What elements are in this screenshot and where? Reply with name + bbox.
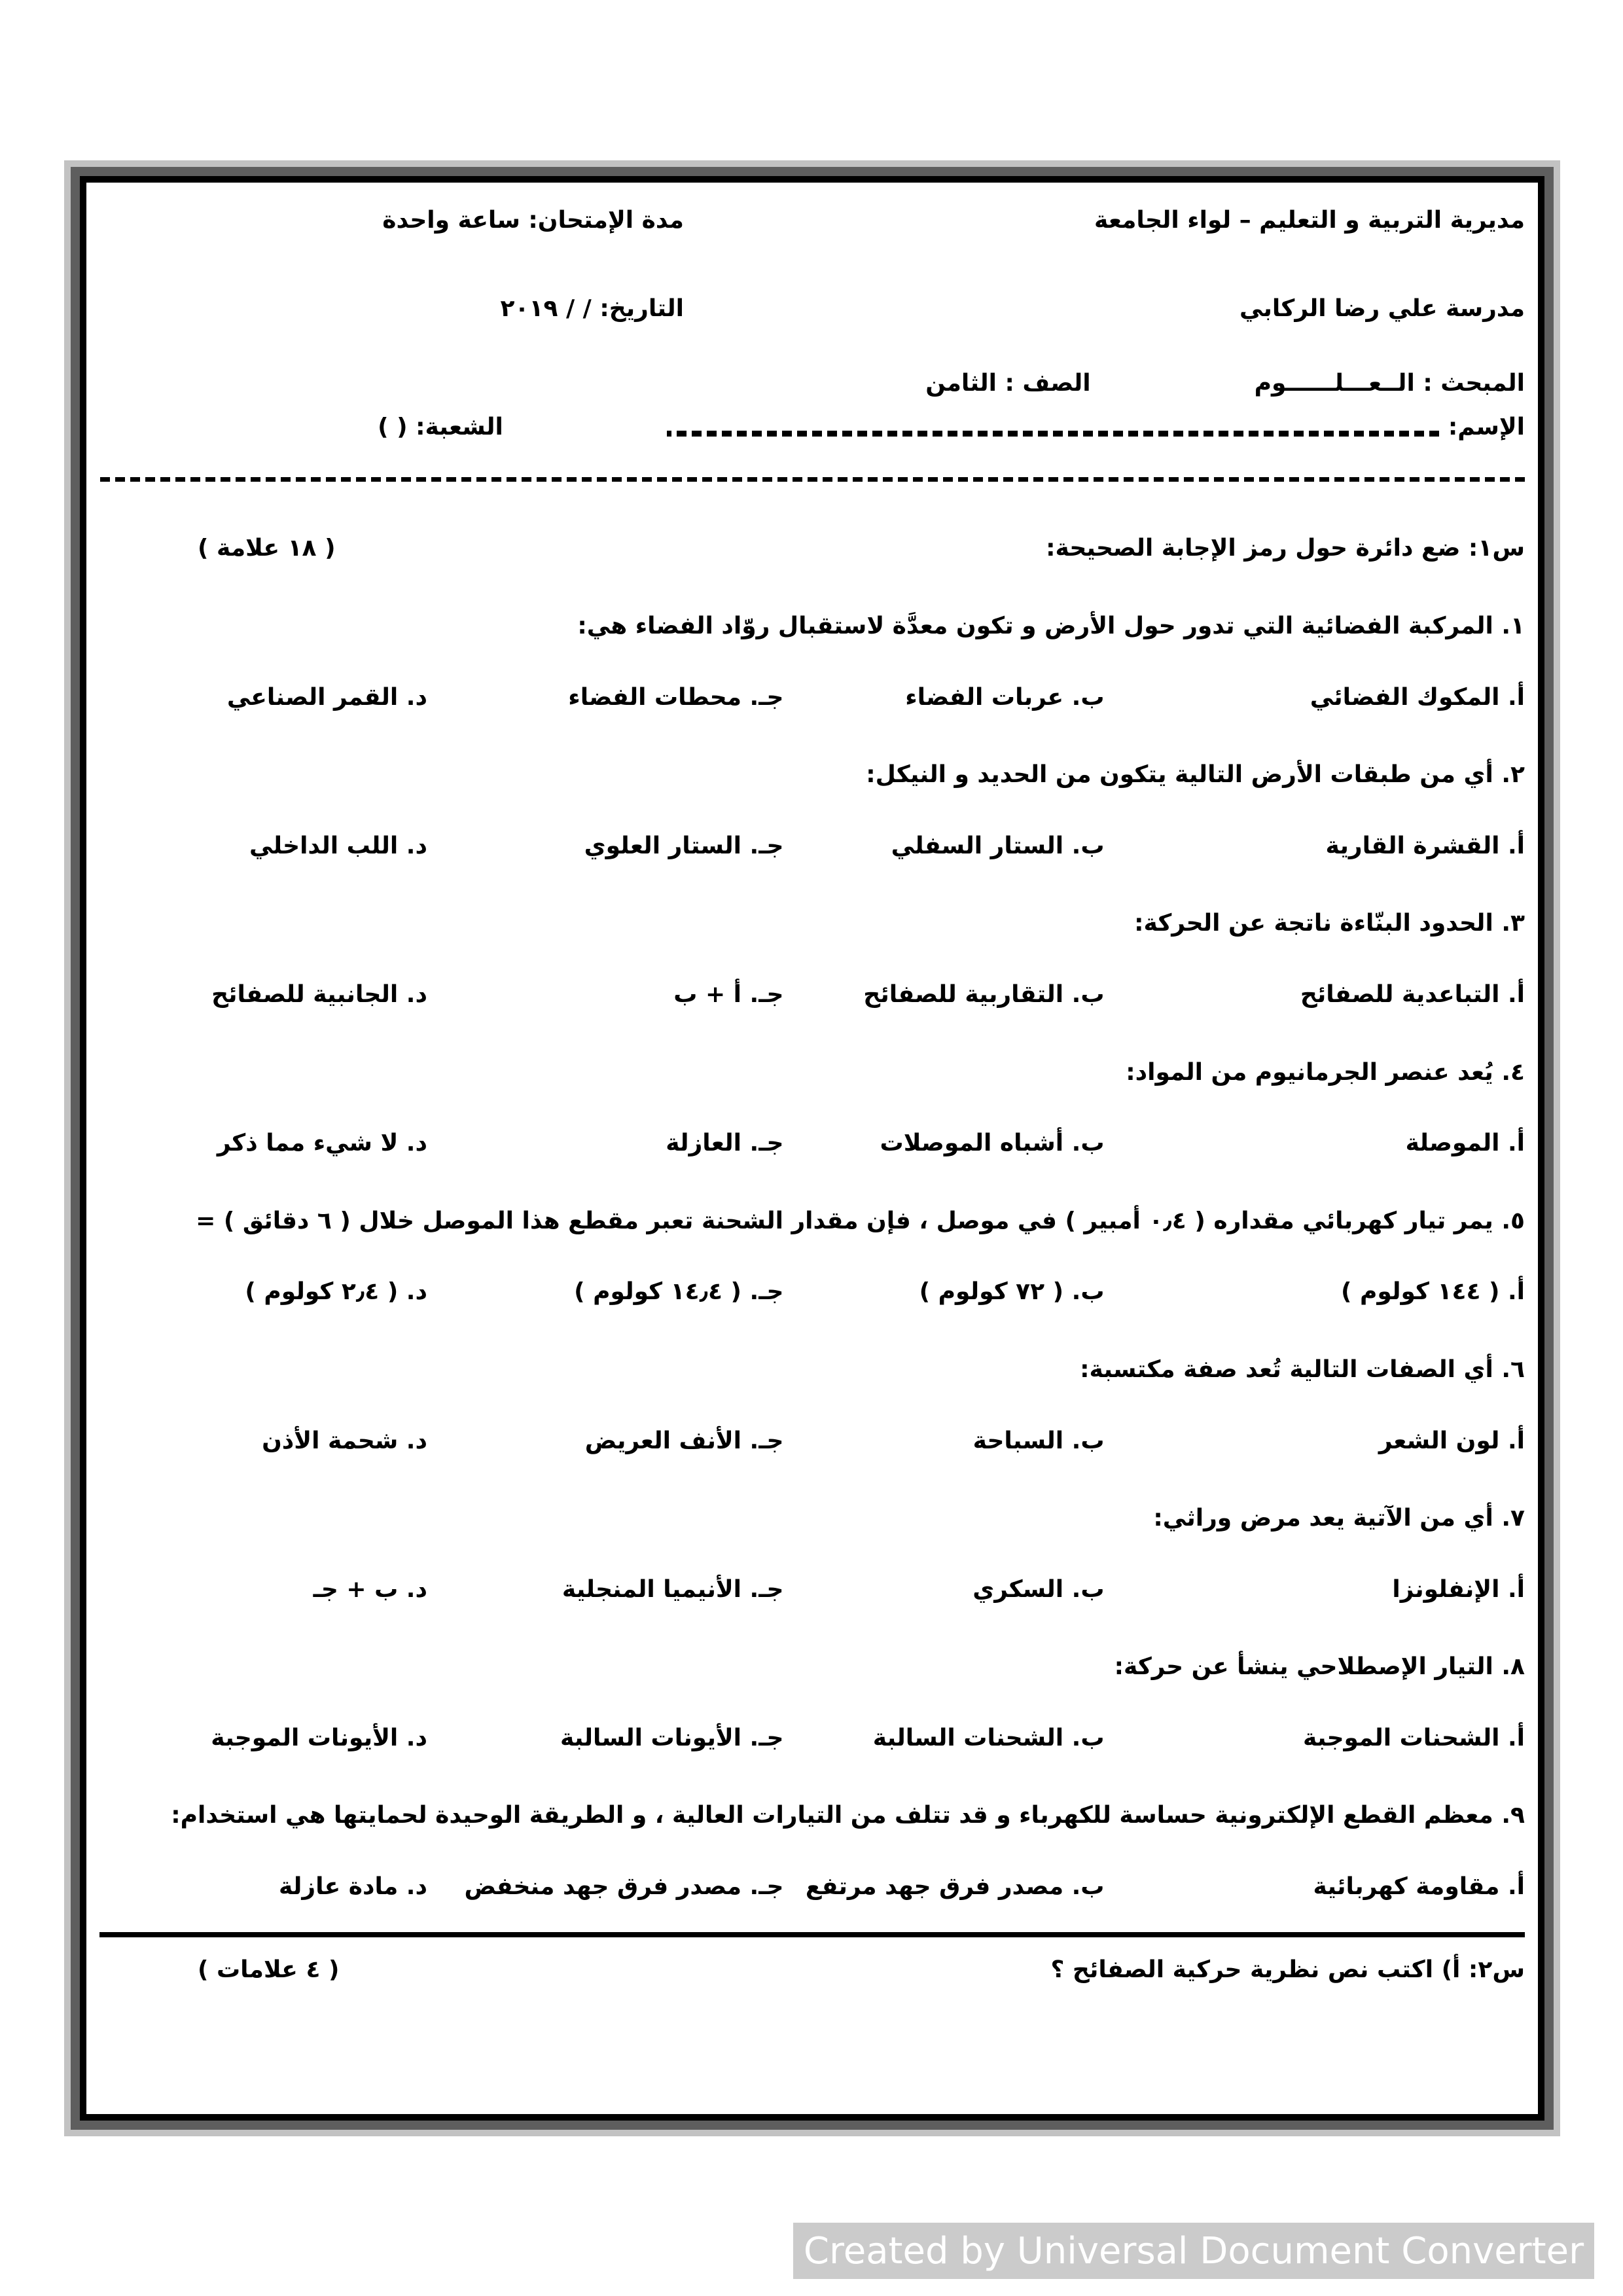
option-a: أ. ( ١٤٤ كولوم )	[1341, 1278, 1525, 1306]
option-d: د. الجانبية للصفائح	[211, 980, 427, 1008]
exam-duration: مدة الإمتحان: ساعة واحدة	[382, 207, 684, 234]
school-name: مدرسة علي رضا الركابي	[1239, 295, 1525, 322]
header-row-3	[99, 368, 1525, 400]
question-8	[99, 1651, 1525, 1754]
section1-header	[99, 533, 1525, 565]
subject-label: المبحث : الــعـــلــــــوم	[1254, 370, 1525, 397]
question-2	[99, 759, 1525, 862]
option-c: جـ. الستار العلوي	[584, 832, 784, 859]
option-b: ب. الشحنات السالبة	[872, 1724, 1105, 1751]
exam-page-frame	[80, 176, 1544, 2121]
option-c: جـ. الأنيميا المنجلية	[562, 1575, 784, 1603]
section2-divider	[99, 1932, 1525, 1937]
question-text: ١. المركبة الفضائية التي تدور حول الأرض و تكون معدَّة لاستقبال روّاد الفضاء هي:	[577, 612, 1525, 639]
option-b: ب. السباحة	[972, 1427, 1105, 1454]
question-options	[99, 979, 1525, 1011]
question-1	[99, 611, 1525, 713]
question-text: ٨. التيار الإصطلاحي ينشأ عن حركة:	[1114, 1653, 1525, 1681]
option-d: د. الأيونات الموجبة	[211, 1724, 427, 1751]
question-3	[99, 908, 1525, 1011]
option-d: د. ( ٢٫٤ كولوم )	[245, 1278, 427, 1306]
header-row-1	[99, 205, 1525, 237]
option-d: د. مادة عازلة	[279, 1873, 427, 1901]
question-options	[99, 1276, 1525, 1308]
section-field: الشعبة: ( )	[378, 413, 503, 440]
option-c: جـ. ( ١٤٫٤ كولوم )	[574, 1278, 784, 1306]
option-b: ب. الستار السفلي	[891, 832, 1105, 859]
student-name-field	[667, 431, 1439, 437]
question-options	[99, 1426, 1525, 1458]
question-5	[99, 1206, 1525, 1308]
question-7	[99, 1503, 1525, 1605]
header-row-4	[99, 412, 1525, 444]
option-a: أ. الموصلة	[1405, 1130, 1525, 1157]
student-name-label: الإسم:	[1448, 413, 1525, 440]
option-a: أ. لون الشعر	[1378, 1427, 1525, 1454]
option-c: جـ. مصدر فرق جهد منخفض	[464, 1873, 784, 1901]
option-a: أ. الشحنات الموجبة	[1303, 1724, 1525, 1751]
option-d: د. ب + جـ	[313, 1575, 427, 1603]
question-text: ٥. يمر تيار كهربائي مقداره ( ٠٫٤ أمبير ) في موصل ، فإن مقدار الشحنة تعبر مقطع هذا الموصل خلال ( ٦ دقائق ) =	[196, 1207, 1525, 1234]
option-c: جـ. العازلة	[666, 1130, 784, 1157]
option-d: د. شحمة الأذن	[262, 1427, 427, 1454]
option-b: ب. عربات الفضاء	[905, 683, 1105, 711]
option-d: د. اللب الداخلي	[249, 832, 427, 859]
question-options	[99, 1128, 1525, 1160]
question-options	[99, 1723, 1525, 1755]
option-b: ب. مصدر فرق جهد مرتفع	[805, 1873, 1105, 1901]
watermark-strip	[793, 2223, 1594, 2279]
option-a: أ. مقاومة كهربائية	[1313, 1873, 1525, 1901]
section2-marks-badge: ( ٤ علامات )	[198, 1956, 340, 1983]
directorate-title: مديرية التربية و التعليم – لواء الجامعة	[1094, 207, 1525, 234]
option-a: أ. المكوك الفضائي	[1310, 683, 1525, 711]
option-b: ب. أشباه الموصلات	[880, 1130, 1105, 1157]
question-9	[99, 1800, 1525, 1903]
option-c: جـ. أ + ب	[673, 980, 784, 1008]
option-c: جـ. محطات الفضاء	[568, 683, 784, 711]
option-c: جـ. الأيونات السالبة	[560, 1724, 784, 1751]
header-divider	[99, 477, 1525, 482]
exam-date: التاريخ: / / ٢٠١٩	[500, 295, 684, 322]
question-text: ٢. أي من طبقات الأرض التالية يتكون من الحديد و النيكل:	[866, 761, 1525, 789]
watermark-text: Created by Universal Document Converter	[803, 2229, 1584, 2272]
option-b: ب. التقاربية للصفائح	[863, 980, 1105, 1008]
section1-marks-badge: ( ١٨ علامة )	[198, 535, 336, 562]
question-text: ٣. الحدود البنّاءة ناتجة عن الحركة:	[1134, 910, 1525, 937]
option-a: أ. الإنفلونزا	[1392, 1575, 1525, 1603]
grade-label: الصف : الثامن	[925, 370, 1091, 397]
option-d: د. القمر الصناعي	[226, 683, 427, 711]
option-d: د. لا شيء مما ذكر	[217, 1130, 427, 1157]
option-c: جـ. الأنف العريض	[584, 1427, 784, 1454]
option-a: أ. التباعدية للصفائح	[1300, 980, 1525, 1008]
section2-header	[99, 1954, 1525, 1986]
question-text: ٧. أي من الآتية يعد مرض وراثي:	[1153, 1505, 1525, 1532]
question-text: ٤. يُعد عنصر الجرمانيوم من المواد:	[1126, 1058, 1525, 1086]
question-options	[99, 831, 1525, 863]
question-4	[99, 1057, 1525, 1160]
question-text: ٦. أي الصفات التالية تُعد صفة مكتسبة:	[1080, 1355, 1525, 1383]
exam-content	[86, 183, 1538, 1986]
section1-title: س١: ضع دائرة حول رمز الإجابة الصحيحة:	[1046, 535, 1525, 562]
question-options	[99, 1574, 1525, 1606]
option-a: أ. القشرة القارية	[1325, 832, 1525, 859]
header-row-2	[99, 293, 1525, 325]
question-6	[99, 1354, 1525, 1457]
option-b: ب. السكري	[972, 1575, 1105, 1603]
section2-title: س٢: أ) اكتب نص نظرية حركية الصفائح ؟	[1050, 1956, 1525, 1983]
question-options	[99, 682, 1525, 714]
question-options	[99, 1871, 1525, 1903]
question-text: ٩. معظم القطع الإلكترونية حساسة للكهرباء و قد تتلف من التيارات العالية ، و الطريقة الوحيدة لحمايتها هي استخدام:	[171, 1802, 1525, 1829]
option-b: ب. ( ٧٢ كولوم )	[919, 1278, 1105, 1306]
